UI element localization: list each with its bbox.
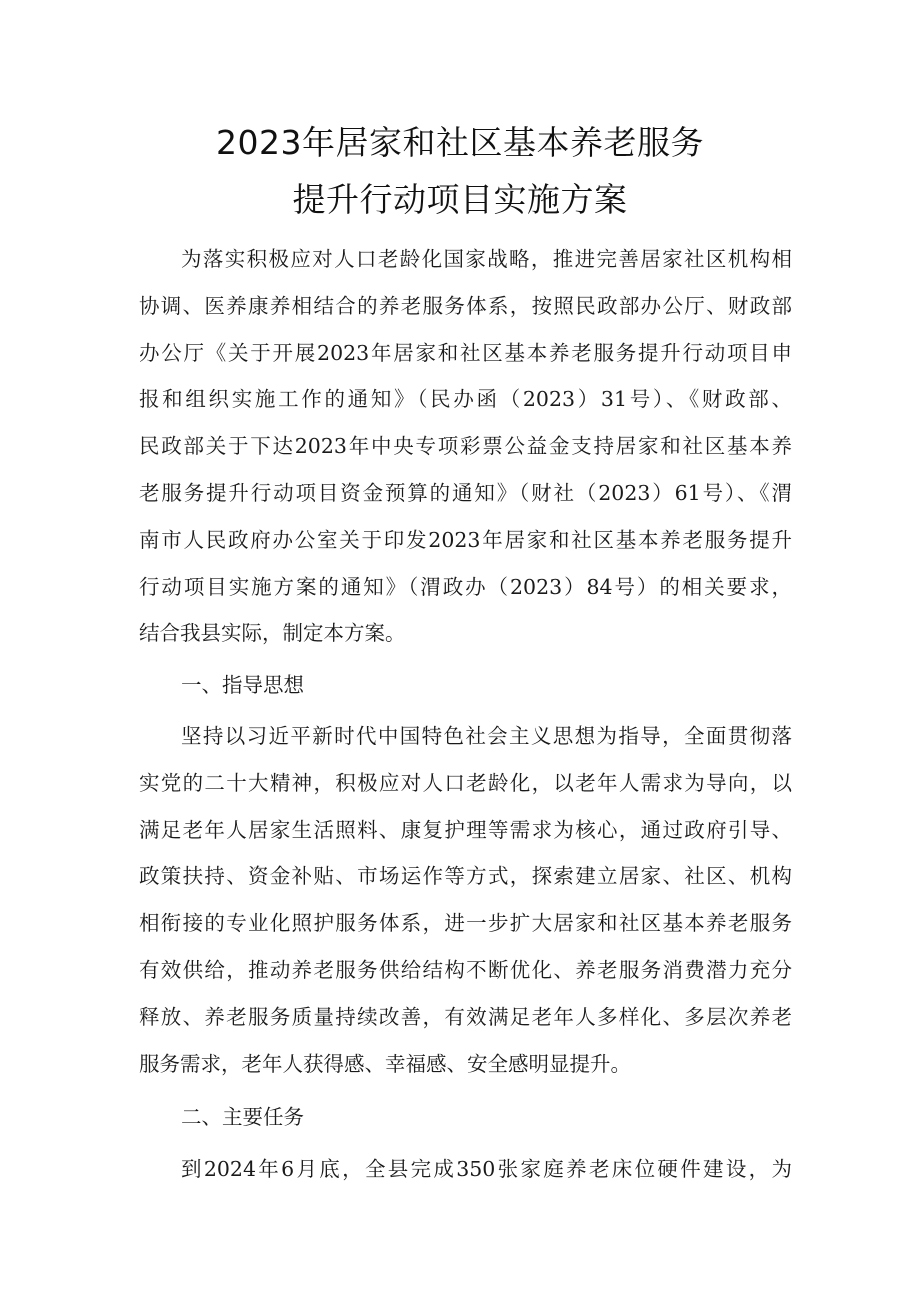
paragraph-line: 实党的二十大精神，积极应对人口老龄化，以老年人需求为导向，以 bbox=[139, 770, 792, 795]
paragraph-line: 政策扶持、资金补贴、市场运作等方式，探索建立居家、社区、机构 bbox=[139, 864, 792, 889]
section-heading-main-tasks bbox=[139, 1094, 792, 1141]
paragraph-line: 南市人民政府办公室关于印发2023年居家和社区基本养老服务提升 bbox=[139, 527, 792, 552]
paragraph-line: 民政部关于下达2023年中央专项彩票公益金支持居家和社区基本养 bbox=[139, 434, 792, 459]
paragraph-line: 满足老年人居家生活照料、康复护理等需求为核心，通过政府引导、 bbox=[139, 817, 792, 842]
paragraph-line: 办公厅《关于开展2023年居家和社区基本养老服务提升行动项目申 bbox=[139, 340, 792, 365]
paragraph-line: 协调、医养康养相结合的养老服务体系，按照民政部办公厅、财政部 bbox=[139, 293, 792, 318]
paragraph-line: 有效供给，推动养老服务供给结构不断优化、养老服务消费潜力充分 bbox=[139, 957, 792, 982]
section-heading-guiding-ideology bbox=[139, 662, 792, 709]
intro-paragraph bbox=[139, 236, 792, 657]
document-title-line-1: 2023年居家和社区基本养老服务 bbox=[216, 123, 704, 162]
paragraph-line: 释放、养老服务质量持续改善，有效满足老年人多样化、多层次养老 bbox=[139, 1004, 792, 1029]
paragraph-line: 行动项目实施方案的通知》（渭政办（2023）84号）的相关要求， bbox=[139, 574, 792, 599]
section-heading: 二、主要任务 bbox=[181, 1105, 304, 1129]
paragraph-line: 结合我县实际，制定本方案。 bbox=[139, 621, 406, 646]
paragraph-line: 报和组织实施工作的通知》（民办函（2023）31号）、《财政部、 bbox=[139, 387, 792, 412]
paragraph-line: 坚持以习近平新时代中国特色社会主义思想为指导，全面贯彻落 bbox=[181, 724, 792, 748]
paragraph-line: 老服务提升行动项目资金预算的通知》（财社（2023）61号）、《渭 bbox=[139, 480, 792, 505]
paragraph-line: 服务需求，老年人获得感、幸福感、安全感明显提升。 bbox=[139, 1051, 631, 1076]
main-tasks-paragraph bbox=[139, 1146, 792, 1193]
document-title-line-2: 提升行动项目实施方案 bbox=[292, 180, 628, 219]
paragraph-line: 到2024年6月底，全县完成350张家庭养老床位硬件建设，为 bbox=[181, 1157, 792, 1181]
guiding-ideology-paragraph bbox=[139, 713, 792, 1087]
paragraph-line: 为落实积极应对人口老龄化国家战略，推进完善居家社区机构相 bbox=[181, 247, 792, 271]
section-heading: 一、指导思想 bbox=[181, 673, 304, 697]
paragraph-line: 相衔接的专业化照护服务体系，进一步扩大居家和社区基本养老服务 bbox=[139, 911, 792, 936]
